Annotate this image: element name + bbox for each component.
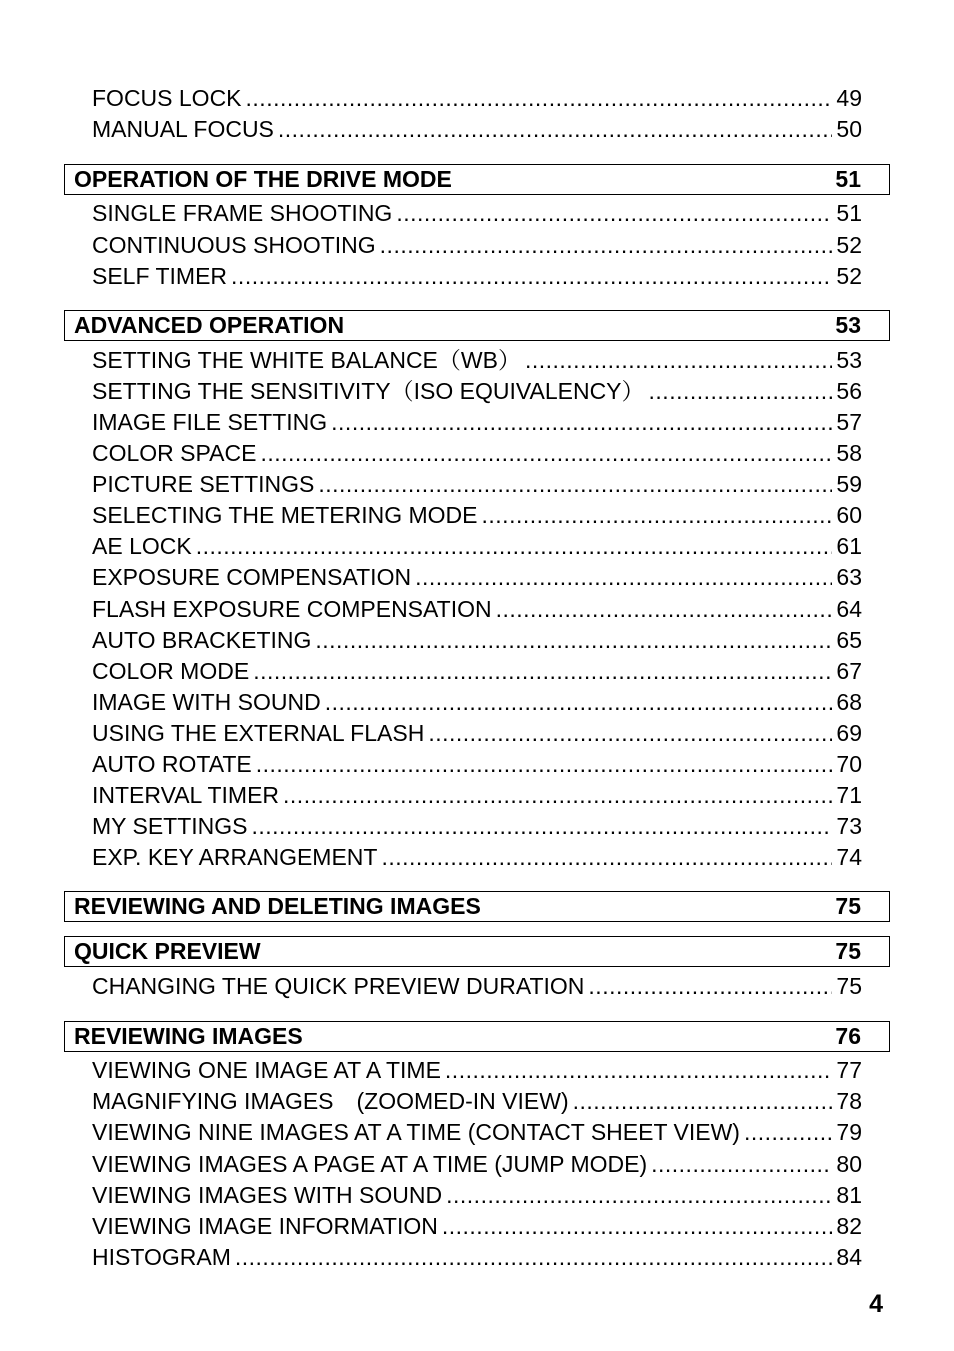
toc-entry-page: 49 bbox=[836, 85, 862, 111]
toc-entry-title: USING THE EXTERNAL FLASH bbox=[92, 720, 425, 746]
dot-leader bbox=[381, 844, 832, 870]
section-header-title: OPERATION OF THE DRIVE MODE bbox=[74, 166, 452, 192]
toc-entry-page: 82 bbox=[836, 1213, 862, 1239]
toc-entry[interactable] bbox=[92, 782, 862, 808]
section-header[interactable] bbox=[64, 936, 890, 967]
toc-entry-title: SETTING THE WHITE BALANCE（WB） bbox=[92, 347, 521, 373]
toc-entry[interactable] bbox=[92, 232, 862, 258]
toc-entry-title: SETTING THE SENSITIVITY（ISO EQUIVALENCY） bbox=[92, 378, 645, 404]
toc-entry-page: 69 bbox=[836, 720, 862, 746]
dot-leader bbox=[325, 689, 833, 715]
toc-entry[interactable] bbox=[92, 564, 862, 590]
toc-entry-title: IMAGE WITH SOUND bbox=[92, 689, 321, 715]
toc-entry-page: 56 bbox=[836, 378, 862, 404]
toc-entry-page: 60 bbox=[836, 502, 862, 528]
dot-leader bbox=[525, 347, 832, 373]
toc-entry-title: CONTINUOUS SHOOTING bbox=[92, 232, 376, 258]
dot-leader bbox=[428, 720, 832, 746]
toc-entry[interactable] bbox=[92, 440, 862, 466]
toc-entry[interactable] bbox=[92, 689, 862, 715]
toc-entry[interactable] bbox=[92, 533, 862, 559]
toc-entry-title: INTERVAL TIMER bbox=[92, 782, 280, 808]
toc-entry[interactable] bbox=[92, 1119, 862, 1145]
dot-leader bbox=[231, 263, 832, 289]
toc-entry[interactable] bbox=[92, 200, 862, 226]
toc-entry-title: AUTO BRACKETING bbox=[92, 627, 312, 653]
toc-entry[interactable] bbox=[92, 720, 862, 746]
dot-leader bbox=[278, 116, 833, 142]
toc-entry[interactable] bbox=[92, 409, 862, 435]
toc-entry[interactable] bbox=[92, 813, 862, 839]
toc-entry[interactable] bbox=[92, 378, 862, 404]
toc-entry-page: 63 bbox=[836, 564, 862, 590]
toc-entry-page: 65 bbox=[836, 627, 862, 653]
toc-entry[interactable] bbox=[92, 596, 862, 622]
section-header-page: 51 bbox=[835, 166, 861, 192]
dot-leader bbox=[651, 1151, 832, 1177]
section-header[interactable] bbox=[64, 891, 890, 922]
toc-entry-page: 80 bbox=[836, 1151, 862, 1177]
section-header-page: 53 bbox=[835, 312, 861, 338]
toc-entry-title: PICTURE SETTINGS bbox=[92, 471, 315, 497]
section-header-title: ADVANCED OPERATION bbox=[74, 312, 345, 338]
toc-entry-page: 57 bbox=[836, 409, 862, 435]
section-header-title: REVIEWING IMAGES bbox=[74, 1023, 303, 1049]
toc-entry-title: VIEWING IMAGES WITH SOUND bbox=[92, 1182, 443, 1208]
dot-leader bbox=[588, 973, 832, 999]
toc-entry[interactable] bbox=[92, 85, 862, 111]
toc-entry[interactable] bbox=[92, 1213, 862, 1239]
toc-entry-page: 50 bbox=[836, 116, 862, 142]
dot-leader bbox=[496, 596, 833, 622]
dot-leader bbox=[649, 378, 833, 404]
toc-entry[interactable] bbox=[92, 347, 862, 373]
section-header-title: QUICK PREVIEW bbox=[74, 938, 261, 964]
toc-entry-page: 70 bbox=[836, 751, 862, 777]
toc-entry-page: 75 bbox=[836, 973, 862, 999]
toc-entry-title: COLOR MODE bbox=[92, 658, 250, 684]
dot-leader bbox=[396, 200, 832, 226]
dot-leader bbox=[445, 1057, 832, 1083]
toc-entry[interactable] bbox=[92, 263, 862, 289]
dot-leader bbox=[482, 502, 833, 528]
toc-entry-page: 71 bbox=[836, 782, 862, 808]
dot-leader bbox=[573, 1088, 833, 1114]
toc-entry[interactable] bbox=[92, 1057, 862, 1083]
toc-entry-page: 52 bbox=[836, 232, 862, 258]
dot-leader bbox=[256, 751, 833, 777]
toc-entry-page: 51 bbox=[836, 200, 862, 226]
toc-entry[interactable] bbox=[92, 973, 862, 999]
section-header-page: 76 bbox=[835, 1023, 861, 1049]
toc-entry-page: 73 bbox=[836, 813, 862, 839]
dot-leader bbox=[446, 1182, 832, 1208]
section-header[interactable] bbox=[64, 1021, 890, 1052]
toc-entry-title: HISTOGRAM bbox=[92, 1244, 231, 1270]
toc-entry-page: 84 bbox=[836, 1244, 862, 1270]
toc-entry[interactable] bbox=[92, 1088, 862, 1114]
toc-entry-page: 52 bbox=[836, 263, 862, 289]
toc-entry-page: 68 bbox=[836, 689, 862, 715]
toc-entry-title: AE LOCK bbox=[92, 533, 192, 559]
toc-entry-title: EXPOSURE COMPENSATION bbox=[92, 564, 412, 590]
section-header-title: REVIEWING AND DELETING IMAGES bbox=[74, 893, 481, 919]
toc-entry-title: IMAGE FILE SETTING bbox=[92, 409, 328, 435]
dot-leader bbox=[318, 471, 832, 497]
toc-entry-page: 79 bbox=[836, 1119, 862, 1145]
dot-leader bbox=[235, 1244, 833, 1270]
toc-entry-title: VIEWING NINE IMAGES AT A TIME (CONTACT SHEET VIEW) bbox=[92, 1119, 740, 1145]
toc-entry-title: AUTO ROTATE bbox=[92, 751, 252, 777]
dot-leader bbox=[744, 1119, 832, 1145]
toc-entry-title: MY SETTINGS bbox=[92, 813, 248, 839]
toc-entry-page: 74 bbox=[836, 844, 862, 870]
toc-entry-page: 59 bbox=[836, 471, 862, 497]
dot-leader bbox=[415, 564, 832, 590]
toc-entry-page: 81 bbox=[836, 1182, 862, 1208]
section-header-page: 75 bbox=[835, 938, 861, 964]
toc-entry[interactable] bbox=[92, 471, 862, 497]
toc-entry-title: COLOR SPACE bbox=[92, 440, 257, 466]
toc-entry[interactable] bbox=[92, 1244, 862, 1270]
toc-entry-page: 67 bbox=[836, 658, 862, 684]
toc-entry-title: VIEWING ONE IMAGE AT A TIME bbox=[92, 1057, 441, 1083]
toc-entry-title: EXP. KEY ARRANGEMENT bbox=[92, 844, 378, 870]
section-header[interactable] bbox=[64, 164, 890, 195]
toc-entry-title: SELECTING THE METERING MODE bbox=[92, 502, 478, 528]
toc-entry-title: MAGNIFYING IMAGES (ZOOMED-IN VIEW) bbox=[92, 1088, 569, 1114]
toc-entry[interactable] bbox=[92, 751, 862, 777]
toc-entry-page: 58 bbox=[836, 440, 862, 466]
toc-entry-title: FLASH EXPOSURE COMPENSATION bbox=[92, 596, 492, 622]
dot-leader bbox=[246, 85, 833, 111]
section-header-page: 75 bbox=[835, 893, 861, 919]
dot-leader bbox=[331, 409, 832, 435]
toc-entry[interactable] bbox=[92, 658, 862, 684]
toc-entry-title: MANUAL FOCUS bbox=[92, 116, 274, 142]
toc-entry-title: VIEWING IMAGES A PAGE AT A TIME (JUMP MODE) bbox=[92, 1151, 648, 1177]
toc-entry-title: FOCUS LOCK bbox=[92, 85, 242, 111]
toc-entry[interactable] bbox=[92, 627, 862, 653]
toc-entry-page: 78 bbox=[836, 1088, 862, 1114]
dot-leader bbox=[253, 658, 832, 684]
toc-entry[interactable] bbox=[92, 1151, 862, 1177]
toc-entry[interactable] bbox=[92, 1182, 862, 1208]
dot-leader bbox=[283, 782, 832, 808]
page-number: 4 bbox=[869, 1290, 883, 1318]
dot-leader bbox=[196, 533, 833, 559]
toc-entry[interactable] bbox=[92, 502, 862, 528]
toc-entry-page: 64 bbox=[836, 596, 862, 622]
dot-leader bbox=[380, 232, 833, 258]
toc-entry[interactable] bbox=[92, 844, 862, 870]
toc-entry-page: 53 bbox=[836, 347, 862, 373]
toc-entry-title: SELF TIMER bbox=[92, 263, 228, 289]
toc-entry-title: VIEWING IMAGE INFORMATION bbox=[92, 1213, 438, 1239]
toc-entry-page: 61 bbox=[836, 533, 862, 559]
dot-leader bbox=[260, 440, 832, 466]
toc-entry-title: SINGLE FRAME SHOOTING bbox=[92, 200, 393, 226]
dot-leader bbox=[252, 813, 833, 839]
section-header[interactable] bbox=[64, 310, 890, 341]
toc-entry-title: CHANGING THE QUICK PREVIEW DURATION bbox=[92, 973, 585, 999]
toc-entry[interactable] bbox=[92, 116, 862, 142]
toc-entry-page: 77 bbox=[836, 1057, 862, 1083]
dot-leader bbox=[315, 627, 832, 653]
dot-leader bbox=[442, 1213, 833, 1239]
